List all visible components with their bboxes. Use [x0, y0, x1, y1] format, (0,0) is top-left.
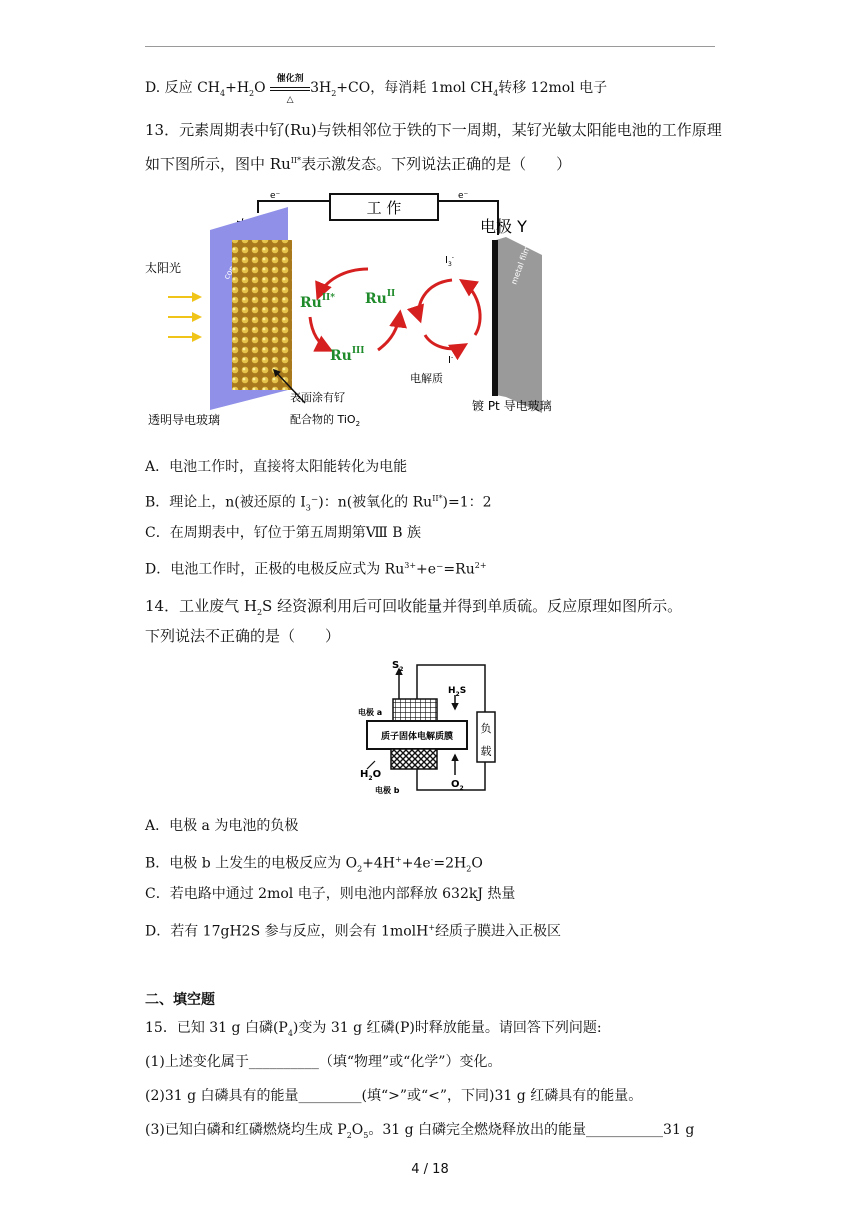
q13-option-a: A．电池工作时，直接将太阳能转化为电能	[145, 459, 408, 475]
q14-option-c: C．若电路中通过 2mol 电子，则电池内部释放 632kJ 热量	[145, 886, 516, 902]
q13-option-d: D．电池工作时，正极的电极反应式为 $Ru^{3+}+e^-=Ru^{2+}$	[145, 561, 487, 578]
ru-iii: $Ru^{III}$	[330, 346, 365, 364]
i3-label: $I_3^-$	[445, 254, 454, 268]
glass-left-label: 透明导电玻璃	[148, 413, 221, 427]
q15-part3: (3)已知白磷和红磷燃烧均生成 $P_2O_5$。31 g 白磷完全燃烧释放出的能量___________31 g	[145, 1122, 695, 1140]
electrode-a	[393, 699, 437, 721]
q15-stem: 15．已知 31 g 白磷$(P_4)$变为 31 g 红磷(P)时释放能量。请回答下列问题:	[145, 1020, 602, 1038]
tio2-layer	[232, 240, 292, 390]
q13-option-c: C．在周期表中，钌位于第五周期第Ⅷ B 族	[145, 525, 421, 541]
ru-excited: $Ru^{II*}$	[300, 293, 335, 311]
q15-part2: (2)31 g 白磷具有的能量_________(填“>”或“<”，下同)31 g 红磷具有的能量。	[145, 1088, 643, 1104]
electrode-b	[391, 749, 437, 769]
i-minus-label: I-	[448, 354, 454, 366]
header-rule	[145, 46, 715, 47]
load-label-2: 载	[480, 745, 492, 758]
q14-stem-line2: 下列说法不正确的是（ ）	[145, 627, 341, 645]
s2-label: $S_2$	[392, 660, 404, 673]
work-label: 工 作	[366, 199, 402, 217]
sunlight-label: 太阳光	[145, 261, 182, 275]
coating-label-2: 配合物的 TiO$_2$	[290, 413, 361, 428]
solar-cell-diagram	[140, 185, 590, 435]
q13-option-b: B．理论上，n(被还原的 $I_3^-$)：n(被氧化的 $Ru^{II*})=1$：2	[145, 494, 492, 513]
electrode-b-label: 电极 b	[375, 786, 400, 795]
q14-option-b: B．电极 b 上发生的电极反应为 $O_2+4H^++4e^-=2H_2O$	[145, 855, 483, 874]
section-title: 二、填空题	[145, 992, 215, 1008]
q12-option-d: D. 反应 $CH_4+H_2O$ 催化剂 △ $3H_2+CO$，每消耗 1mol $CH_4$转移 12mol 电子	[145, 74, 608, 105]
electrode-y-label: 电极 Y	[480, 217, 527, 236]
q15-part1: (1)上述变化属于__________（填“物理”或“化学”）变化。	[145, 1054, 502, 1070]
ru-ii: $Ru^{II}$	[365, 289, 396, 307]
h2s-label: $H_2S$	[448, 686, 467, 698]
load-label-1: 负	[480, 722, 492, 735]
reaction-condition: 催化剂 △	[270, 78, 310, 98]
electrolyte-label: 电解质	[410, 372, 443, 385]
metal-film-label: metal film	[509, 244, 532, 286]
q13-stem-line2: 如下图所示，图中 $Ru^{II*}$表示激发态。下列说法正确的是（ ）	[145, 155, 572, 173]
q14-option-a: A．电极 a 为电池的负极	[145, 818, 299, 834]
h2s-fuel-cell-diagram	[355, 657, 515, 802]
coating-label-1: 表面涂有钌	[290, 391, 345, 404]
glass-right-label: 镀 Pt 导电玻璃	[472, 399, 552, 413]
h2o-label: $H_2O$	[360, 769, 382, 782]
o2-label: $O_2$	[451, 779, 464, 792]
electron-right: e⁻	[458, 191, 469, 201]
q14-option-d: D．若有 17gH2S 参与反应，则会有 1molH+经质子膜进入正极区	[145, 923, 562, 940]
membrane-label: 质子固体电解质膜	[380, 732, 454, 742]
q14-stem-line1: 14．工业废气 $H_2S$ 经资源利用后可回收能量并得到单质硫。反应原理如图所示。	[145, 597, 683, 617]
electrode-a-label: 电极 a	[358, 708, 383, 717]
q13-stem-line1: 13．元素周期表中钌(Ru)与铁相邻位于铁的下一周期，某钌光敏太阳能电池的工作原理	[145, 121, 722, 139]
electron-left: e⁻	[270, 191, 281, 201]
page-number: 4 / 18	[411, 1162, 449, 1177]
